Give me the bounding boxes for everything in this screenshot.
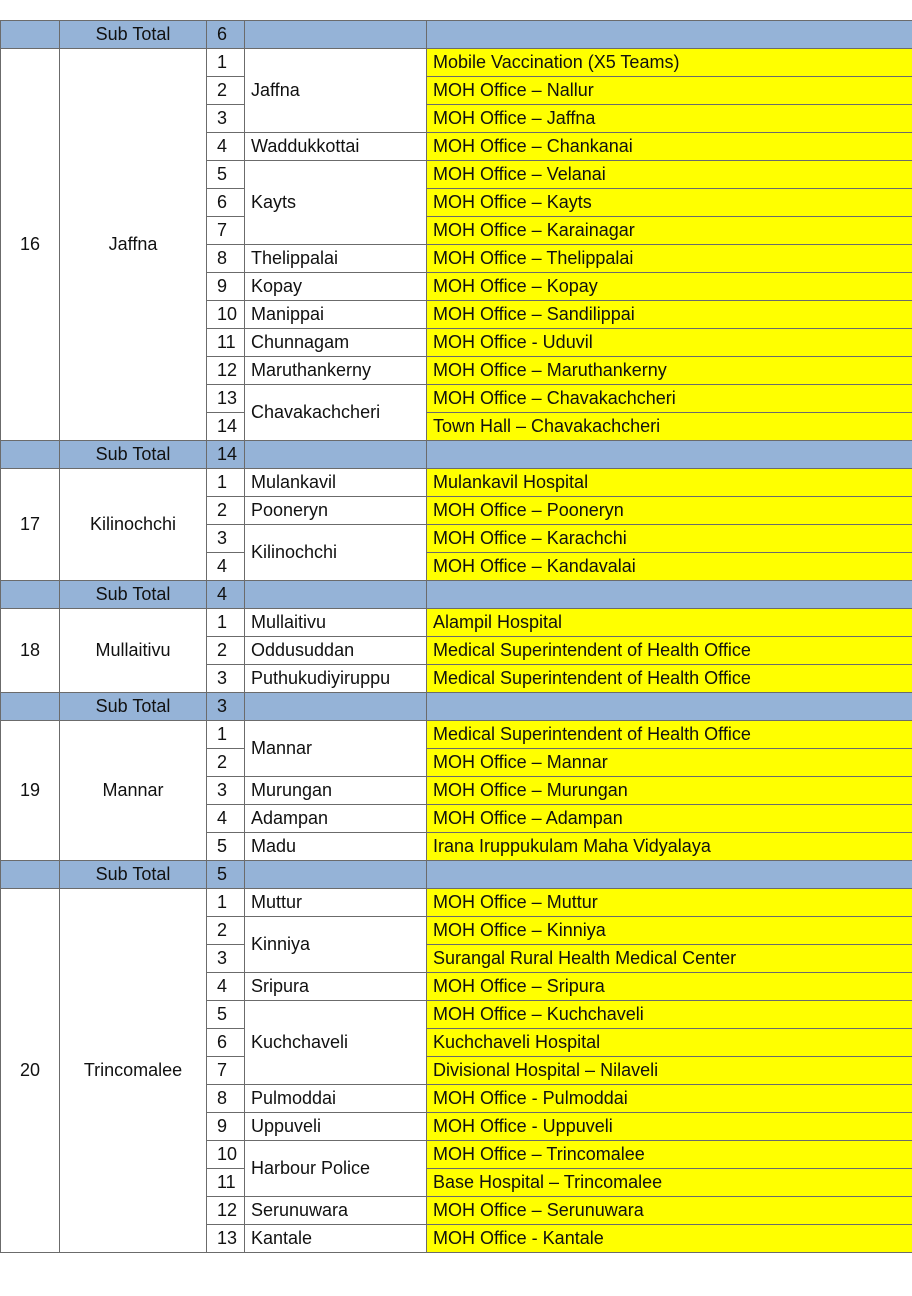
row-number: 12: [207, 1197, 245, 1225]
moh-area-name: Pulmoddai: [245, 1085, 427, 1113]
moh-area-name: Chunnagam: [245, 329, 427, 357]
vaccination-center-name: Medical Superintendent of Health Office: [427, 721, 912, 749]
vaccination-center-name: MOH Office – Thelippalai: [427, 245, 912, 273]
subtotal-label: Sub Total: [60, 861, 207, 889]
moh-area-name: Mannar: [245, 721, 427, 777]
row-number: 13: [207, 1225, 245, 1253]
row-number: 11: [207, 329, 245, 357]
row-number: 3: [207, 525, 245, 553]
vaccination-centers-table: [0, 20, 912, 1253]
district-name: Kilinochchi: [60, 469, 207, 581]
district-number: 18: [1, 609, 60, 693]
table-row: [1, 889, 912, 917]
moh-area-name: Kantale: [245, 1225, 427, 1253]
moh-area-name: Sripura: [245, 973, 427, 1001]
moh-area-name: Kilinochchi: [245, 525, 427, 581]
district-number: 20: [1, 889, 60, 1253]
table-row: [1, 49, 912, 77]
vaccination-center-name: MOH Office - Kantale: [427, 1225, 912, 1253]
district-name: Mullaitivu: [60, 609, 207, 693]
vaccination-center-name: MOH Office – Chavakachcheri: [427, 385, 912, 413]
row-number: 2: [207, 917, 245, 945]
moh-area-name: Thelippalai: [245, 245, 427, 273]
moh-area-cell: [245, 21, 427, 49]
moh-area-name: Uppuveli: [245, 1113, 427, 1141]
district-name: Mannar: [60, 721, 207, 861]
moh-area-cell: [245, 441, 427, 469]
subtotal-count: 3: [207, 693, 245, 721]
vaccination-center-name: MOH Office – Mannar: [427, 749, 912, 777]
row-number: 4: [207, 973, 245, 1001]
district-number-cell: [1, 441, 60, 469]
district-number: 16: [1, 49, 60, 441]
vaccination-center-name: MOH Office – Kandavalai: [427, 553, 912, 581]
center-cell: [427, 861, 912, 889]
center-cell: [427, 693, 912, 721]
center-cell: [427, 441, 912, 469]
vaccination-center-name: MOH Office – Muttur: [427, 889, 912, 917]
moh-area-name: Muttur: [245, 889, 427, 917]
vaccination-center-name: Base Hospital – Trincomalee: [427, 1169, 912, 1197]
row-number: 3: [207, 105, 245, 133]
moh-area-name: Maruthankerny: [245, 357, 427, 385]
subtotal-count: 14: [207, 441, 245, 469]
table-row: [1, 469, 912, 497]
district-number-cell: [1, 693, 60, 721]
moh-area-name: Pooneryn: [245, 497, 427, 525]
vaccination-center-name: MOH Office – Nallur: [427, 77, 912, 105]
row-number: 12: [207, 357, 245, 385]
subtotal-row: [1, 21, 912, 49]
vaccination-center-name: MOH Office – Murungan: [427, 777, 912, 805]
row-number: 10: [207, 301, 245, 329]
moh-area-name: Kinniya: [245, 917, 427, 973]
moh-area-name: Oddusuddan: [245, 637, 427, 665]
row-number: 2: [207, 749, 245, 777]
moh-area-name: Kuchchaveli: [245, 1001, 427, 1085]
subtotal-row: [1, 581, 912, 609]
row-number: 11: [207, 1169, 245, 1197]
moh-area-name: Mullaitivu: [245, 609, 427, 637]
vaccination-center-name: MOH Office – Karainagar: [427, 217, 912, 245]
vaccination-center-name: MOH Office – Adampan: [427, 805, 912, 833]
moh-area-cell: [245, 581, 427, 609]
vaccination-center-name: Irana Iruppukulam Maha Vidyalaya: [427, 833, 912, 861]
row-number: 8: [207, 245, 245, 273]
table-body: [1, 21, 912, 1253]
moh-area-name: Kayts: [245, 161, 427, 245]
subtotal-count: 5: [207, 861, 245, 889]
moh-area-name: Waddukkottai: [245, 133, 427, 161]
vaccination-center-name: Divisional Hospital – Nilaveli: [427, 1057, 912, 1085]
moh-area-name: Serunuwara: [245, 1197, 427, 1225]
moh-area-cell: [245, 861, 427, 889]
row-number: 3: [207, 665, 245, 693]
subtotal-count: 6: [207, 21, 245, 49]
moh-area-name: Jaffna: [245, 49, 427, 133]
district-name: Trincomalee: [60, 889, 207, 1253]
center-cell: [427, 581, 912, 609]
vaccination-center-name: Alampil Hospital: [427, 609, 912, 637]
moh-area-name: Harbour Police: [245, 1141, 427, 1197]
vaccination-center-name: MOH Office - Pulmoddai: [427, 1085, 912, 1113]
district-number-cell: [1, 581, 60, 609]
row-number: 6: [207, 189, 245, 217]
vaccination-center-name: MOH Office – Trincomalee: [427, 1141, 912, 1169]
district-number: 19: [1, 721, 60, 861]
subtotal-label: Sub Total: [60, 441, 207, 469]
vaccination-center-name: MOH Office – Chankanai: [427, 133, 912, 161]
row-number: 3: [207, 777, 245, 805]
row-number: 1: [207, 721, 245, 749]
vaccination-center-name: MOH Office – Pooneryn: [427, 497, 912, 525]
vaccination-center-name: MOH Office – Kopay: [427, 273, 912, 301]
district-number-cell: [1, 861, 60, 889]
row-number: 7: [207, 1057, 245, 1085]
vaccination-center-name: MOH Office - Uduvil: [427, 329, 912, 357]
row-number: 5: [207, 1001, 245, 1029]
row-number: 1: [207, 609, 245, 637]
vaccination-center-name: MOH Office – Kuchchaveli: [427, 1001, 912, 1029]
row-number: 1: [207, 49, 245, 77]
subtotal-count: 4: [207, 581, 245, 609]
moh-area-name: Adampan: [245, 805, 427, 833]
moh-area-name: Murungan: [245, 777, 427, 805]
vaccination-center-name: Medical Superintendent of Health Office: [427, 637, 912, 665]
vaccination-center-name: Town Hall – Chavakachcheri: [427, 413, 912, 441]
row-number: 1: [207, 889, 245, 917]
row-number: 6: [207, 1029, 245, 1057]
vaccination-center-name: MOH Office - Uppuveli: [427, 1113, 912, 1141]
district-number-cell: [1, 21, 60, 49]
vaccination-center-name: MOH Office – Kayts: [427, 189, 912, 217]
vaccination-center-name: MOH Office – Maruthankerny: [427, 357, 912, 385]
vaccination-center-name: MOH Office – Kinniya: [427, 917, 912, 945]
row-number: 13: [207, 385, 245, 413]
table-row: [1, 721, 912, 749]
subtotal-label: Sub Total: [60, 693, 207, 721]
table-row: [1, 609, 912, 637]
row-number: 4: [207, 133, 245, 161]
vaccination-center-name: MOH Office – Sandilippai: [427, 301, 912, 329]
row-number: 2: [207, 637, 245, 665]
moh-area-name: Manippai: [245, 301, 427, 329]
subtotal-row: [1, 693, 912, 721]
row-number: 4: [207, 553, 245, 581]
vaccination-center-name: MOH Office – Karachchi: [427, 525, 912, 553]
vaccination-center-name: Mulankavil Hospital: [427, 469, 912, 497]
row-number: 14: [207, 413, 245, 441]
row-number: 5: [207, 161, 245, 189]
vaccination-center-name: MOH Office – Sripura: [427, 973, 912, 1001]
row-number: 9: [207, 273, 245, 301]
subtotal-row: [1, 441, 912, 469]
moh-area-name: Chavakachcheri: [245, 385, 427, 441]
moh-area-cell: [245, 693, 427, 721]
row-number: 2: [207, 497, 245, 525]
district-name: Jaffna: [60, 49, 207, 441]
moh-area-name: Mulankavil: [245, 469, 427, 497]
vaccination-center-name: Mobile Vaccination (X5 Teams): [427, 49, 912, 77]
vaccination-center-name: Medical Superintendent of Health Office: [427, 665, 912, 693]
row-number: 2: [207, 77, 245, 105]
row-number: 1: [207, 469, 245, 497]
row-number: 8: [207, 1085, 245, 1113]
vaccination-center-name: Surangal Rural Health Medical Center: [427, 945, 912, 973]
vaccination-center-name: Kuchchaveli Hospital: [427, 1029, 912, 1057]
row-number: 10: [207, 1141, 245, 1169]
row-number: 7: [207, 217, 245, 245]
row-number: 3: [207, 945, 245, 973]
row-number: 9: [207, 1113, 245, 1141]
vaccination-center-name: MOH Office – Jaffna: [427, 105, 912, 133]
district-number: 17: [1, 469, 60, 581]
row-number: 5: [207, 833, 245, 861]
vaccination-center-name: MOH Office – Velanai: [427, 161, 912, 189]
center-cell: [427, 21, 912, 49]
subtotal-label: Sub Total: [60, 21, 207, 49]
row-number: 4: [207, 805, 245, 833]
moh-area-name: Puthukudiyiruppu: [245, 665, 427, 693]
moh-area-name: Kopay: [245, 273, 427, 301]
vaccination-center-name: MOH Office – Serunuwara: [427, 1197, 912, 1225]
subtotal-label: Sub Total: [60, 581, 207, 609]
subtotal-row: [1, 861, 912, 889]
moh-area-name: Madu: [245, 833, 427, 861]
